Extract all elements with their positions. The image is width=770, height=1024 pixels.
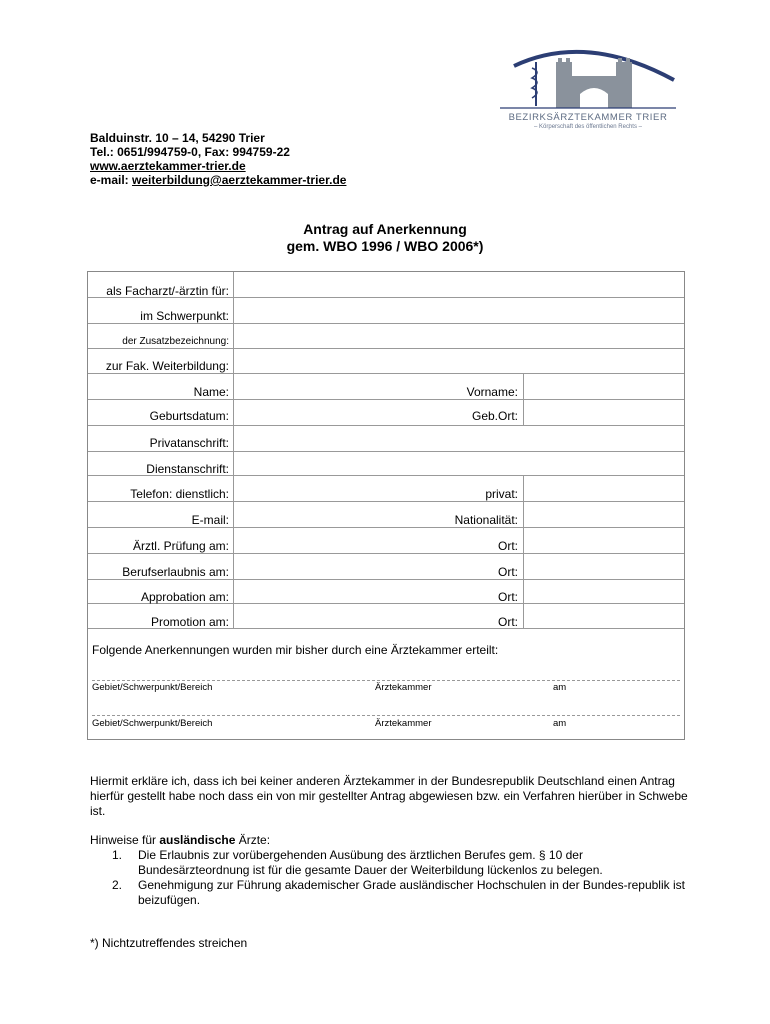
caption-kammer-1: Ärztekammer bbox=[375, 682, 432, 693]
row-privatanschrift bbox=[88, 426, 684, 452]
phone-fax-line: Tel.: 0651/994759-0, Fax: 994759-22 bbox=[90, 145, 290, 159]
label-name: Name: bbox=[193, 385, 229, 399]
page-title: Antrag auf Anerkennung bbox=[303, 221, 467, 237]
previous-entry-line-1[interactable] bbox=[92, 680, 680, 681]
row-approbation bbox=[88, 580, 684, 604]
label-geburtsdatum: Geburtsdatum: bbox=[149, 409, 229, 423]
label-promotion-ort: Ort: bbox=[498, 615, 518, 629]
row-telefon bbox=[88, 476, 684, 502]
list-item-text: Genehmigung zur Führung akademischer Grade ausländischer Hochschulen in der Bundes-republik ist beizufügen. bbox=[138, 878, 685, 907]
label-privat: privat: bbox=[485, 487, 518, 501]
footnote: *) Nichtzutreffendes streichen bbox=[90, 936, 248, 950]
label-nationalitaet: Nationalität: bbox=[454, 513, 518, 527]
logo-name: BEZIRKSÄRZTEKAMMER TRIER bbox=[508, 112, 668, 123]
label-dienstanschrift: Dienstanschrift: bbox=[146, 462, 229, 476]
caption-bereich-1: Gebiet/Schwerpunkt/Bereich bbox=[92, 682, 213, 693]
row-schwerpunkt bbox=[88, 298, 684, 324]
application-form bbox=[87, 271, 685, 740]
row-dienstanschrift bbox=[88, 452, 684, 476]
list-item bbox=[90, 878, 690, 908]
label-pruefung: Ärztl. Prüfung am: bbox=[132, 539, 229, 553]
row-pruefung bbox=[88, 528, 684, 554]
chamber-logo bbox=[496, 40, 680, 136]
list-item-text: Die Erlaubnis zur vorübergehenden Ausübung des ärztlichen Berufes gem. § 10 der Bundesärzteordnung ist für die gesamte Dauer der Weiterbildung lückenlos zu belegen. bbox=[138, 848, 603, 877]
row-fak bbox=[88, 349, 684, 374]
label-approbation: Approbation am: bbox=[140, 590, 229, 604]
label-privatanschrift: Privatanschrift: bbox=[149, 436, 229, 450]
label-berufserlaubnis: Berufserlaubnis am: bbox=[122, 565, 229, 579]
list-item bbox=[90, 848, 690, 878]
row-email bbox=[88, 502, 684, 528]
website-link[interactable]: www.aerztekammer-trier.de bbox=[90, 159, 246, 173]
label-schwerpunkt: im Schwerpunkt: bbox=[140, 309, 229, 323]
row-zusatz bbox=[88, 324, 684, 349]
label-approbation-ort: Ort: bbox=[498, 590, 518, 604]
hints-list bbox=[90, 848, 690, 908]
label-pruefung-ort: Ort: bbox=[498, 539, 518, 553]
email-link[interactable]: weiterbildung@aerztekammer-trier.de bbox=[132, 173, 347, 187]
label-telefon: Telefon: dienstlich: bbox=[130, 487, 229, 501]
row-facharzt bbox=[88, 272, 684, 298]
label-gebort: Geb.Ort: bbox=[471, 409, 518, 423]
row-name bbox=[88, 374, 684, 400]
previous-entry-line-2[interactable] bbox=[92, 715, 680, 716]
declaration-text: Hiermit erkläre ich, dass ich bei keiner anderen Ärztekammer in der Bundesrepublik Deutschland einen Antrag hierfür gestellt habe noch dass ein von mir gestellter Antrag abgewiesen bzw. ein Verfahren hierüber in Schwebe ist. bbox=[90, 774, 688, 818]
hints-intro-bold: ausländische bbox=[159, 833, 236, 847]
list-item-number: 1. bbox=[112, 848, 123, 862]
label-facharzt: als Facharzt/-ärztin für: bbox=[106, 284, 229, 298]
email-prefix: e-mail: bbox=[90, 173, 133, 187]
hints-intro bbox=[90, 833, 690, 848]
page-subtitle: gem. WBO 1996 / WBO 2006*) bbox=[286, 238, 484, 254]
caption-am-2: am bbox=[553, 718, 567, 729]
hints-intro-prefix: Hinweise für bbox=[90, 833, 160, 847]
caption-am-1: am bbox=[553, 682, 567, 693]
label-email: E-mail: bbox=[191, 513, 229, 527]
label-fak: zur Fak. Weiterbildung: bbox=[105, 359, 229, 373]
castle-staff-of-aesculapius-logo-icon bbox=[496, 40, 680, 112]
row-promotion bbox=[88, 604, 684, 629]
list-item-number: 2. bbox=[112, 878, 123, 892]
address-line: Balduinstr. 10 – 14, 54290 Trier bbox=[90, 131, 265, 145]
previous-recognitions-note: Folgende Anerkennungen wurden mir bisher durch eine Ärztekammer erteilt: bbox=[92, 643, 499, 657]
label-berufserlaubnis-ort: Ort: bbox=[498, 565, 518, 579]
logo-subtitle: – Körperschaft des öffentlichen Rechts – bbox=[534, 124, 642, 130]
caption-bereich-2: Gebiet/Schwerpunkt/Bereich bbox=[92, 718, 213, 729]
label-zusatz: der Zusatzbezeichnung: bbox=[122, 336, 229, 347]
address-block bbox=[90, 131, 346, 187]
row-geburt bbox=[88, 400, 684, 426]
row-berufserlaubnis bbox=[88, 554, 684, 580]
caption-kammer-2: Ärztekammer bbox=[375, 718, 432, 729]
label-promotion: Promotion am: bbox=[150, 615, 229, 629]
hints-intro-suffix: Ärzte: bbox=[235, 833, 271, 847]
label-vorname: Vorname: bbox=[466, 385, 518, 399]
